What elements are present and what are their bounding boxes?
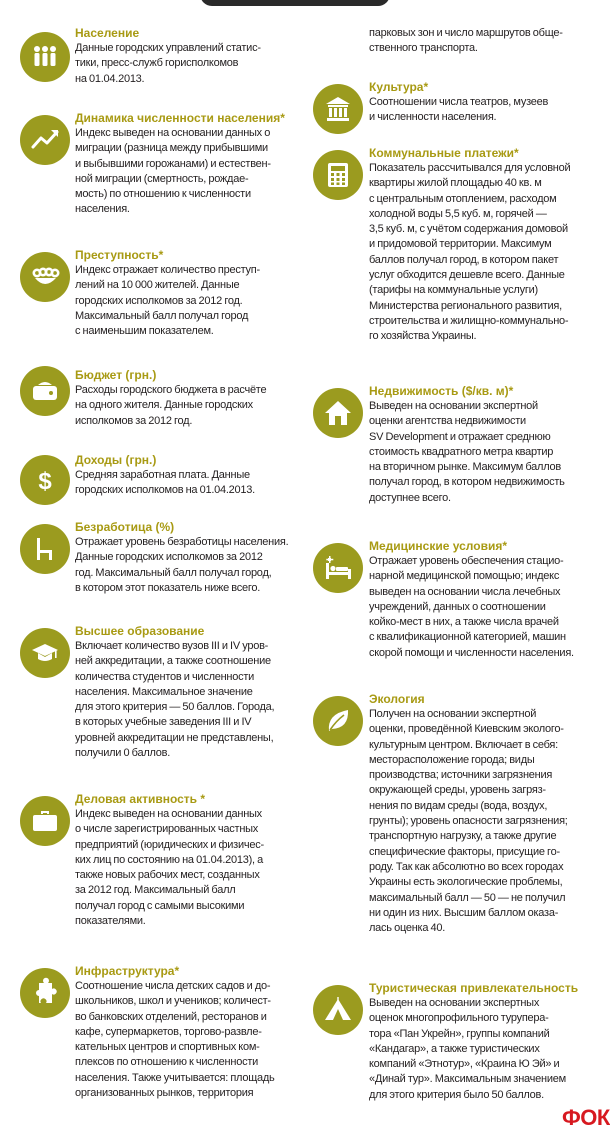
brass-knuckles-icon [20, 252, 70, 302]
entry-description: Получен на основании экспертной оценки, проведённой Киевским эколого- культурным центром. Включает в себя: месторасположение города; виды производства; источники загрязнения окружающей среды, уровень загряз- нения по видам среды (вода, воздух, грунты); уровень опасности загрязнения; транспортную нагрузку, а также другие специфические факторы, присущие го- роду. Так как абсолютно во всех городах Украины есть экологические проблемы, максимальный балл — 50 — не получил ни один из них. Высшим баллом оказа- лась оценка 40. [369, 708, 568, 935]
empty-chair-icon [20, 524, 70, 574]
entry-description: Средняя заработная плата. Данные городских исполкомов на 01.04.2013. [75, 469, 255, 497]
entry-description: Отражает уровень обеспечения стацио- нарной медицинской помощью; индекс выведен на основании числа лечебных учреждений, данных о соотношении койко-мест в них, а также числа врачей с квалификационной категорией, машин скорой помощи и численности населения. [369, 555, 574, 659]
entry-title: Медицинские условия* [369, 539, 507, 553]
entry-title: Высшее образование [75, 624, 205, 638]
wallet-icon [20, 366, 70, 416]
entry-description: Соотношение числа детских садов и до- школьников, школ и учеников; количест- во банковских отделений, ресторанов и кафе, супермаркетов, торгово-развле- кательных центров и спортивных ком- плексов по отношению к численности населения. Также учитывается: площадь организованных рынков, территория [75, 980, 275, 1100]
entry-description: Выведен на основании экспертных оценок многопрофильного турупера- тора «Пан Укрейн», группы компаний «Кандагар», а также туристических компаний «Этнотур», «Краина Ю Эй» и «Динай тур». Максимальным значением для этого критерия было 50 баллов. [369, 997, 566, 1101]
entry-description: Индекс выведен на основании данных о миграции (разница между прибывшими и выбывшими горожанами) и естествен- ной миграции (смертность, рождае- мость) по отношению к численности населения. [75, 127, 271, 216]
entry-title: Культура* [369, 80, 429, 94]
svg-text:$: $ [38, 468, 52, 495]
entry-title: Экология [369, 692, 425, 706]
entry-description: Индекс отражает количество преступ- лений на 10 000 жителей. Данные городских исполкомов за 2012 год. Максимальный балл получал город с наименьшим показателем. [75, 264, 260, 338]
leaf-icon [313, 696, 363, 746]
entry-title: Бюджет (грн.) [75, 368, 157, 382]
puzzle-icon [20, 968, 70, 1018]
trend-up-icon [20, 115, 70, 165]
entry-title: Преступность* [75, 248, 164, 262]
entry-title: Коммунальные платежи* [369, 146, 519, 160]
entry-description: Показатель рассчитывался для условной квартиры жилой площадью 40 кв. м с центральным отоплением, расходом холодной воды 5,5 куб. м, горячей — 3,5 куб. м, с учётом содержания домовой и придомовой территории. Максимум баллов получал город, в котором пакет услуг обходится дешевле всего. Данные (тарифы на коммунальные услуги) Министерства регионального развития, строительства и жилищно-коммунально- го хозяйства Украины. [369, 162, 571, 343]
entry-title: Население [75, 26, 140, 40]
entry-title: Доходы (грн.) [75, 453, 157, 467]
calculator-icon [313, 150, 363, 200]
hospital-bed-icon [313, 543, 363, 593]
entry-title: Деловая активность * [75, 792, 206, 806]
entry-description: Выведен на основании экспертной оценки агентства недвижимости SV Development и отражает среднюю стоимость квадратного метра квартир на вторичном рынке. Максимум баллов получал город, в котором недвижимость доступнее всего. [369, 400, 565, 504]
entry-description: Соотношении числа театров, музеев и численности населения. [369, 96, 549, 124]
entry-description: Отражает уровень безработицы населения. Данные городских исполкомов за 2012 год. Максимальный балл получал город, в котором этот показатель ниже всего. [75, 536, 289, 594]
entry-title: Недвижимость ($/кв. м)* [369, 384, 514, 398]
museum-icon [313, 84, 363, 134]
entry-title: Инфраструктура* [75, 964, 180, 978]
entry-description: Индекс выведен на основании данных о числе зарегистрированных частных предприятий (юридических и физичес- ких лиц по состоянию на 01.04.2013), а также новых рабочих мест, созданных за 2012 год. Максимальный балл получал город с самыми высокими показателями. [75, 808, 264, 928]
top-decoration [0, 0, 600, 8]
entry-title: Безработица (%) [75, 520, 175, 534]
graduation-cap-icon [20, 628, 70, 678]
people-icon [20, 32, 70, 82]
tent-icon [313, 985, 363, 1035]
entry-title: Динамика численности населения* [75, 111, 285, 125]
dollar-icon [20, 455, 70, 505]
entry-description: парковых зон и число маршрутов обще- ственного транспорта. [369, 27, 563, 55]
briefcase-icon [20, 796, 70, 846]
entry-description: Данные городских управлений статис- тики, пресс-служб горисполкомов на 01.04.2013. [75, 42, 261, 85]
entry-description: Расходы городского бюджета в расчёте на одного жителя. Данные городских исполкомов за 2012 год. [75, 384, 267, 427]
entry-title: Туристическая привлекательность [369, 981, 579, 995]
brand-logo: ФОК [562, 1105, 610, 1130]
house-icon [313, 388, 363, 438]
entry-description: Включает количество вузов III и IV уров- ней аккредитации, а также соотношение количества студентов и численности населения. Максимальное значение для этого критерия — 50 баллов. Города, в которых учебные заведения III и IV уровней аккредитации не представлены, получили 0 баллов. [75, 640, 275, 760]
